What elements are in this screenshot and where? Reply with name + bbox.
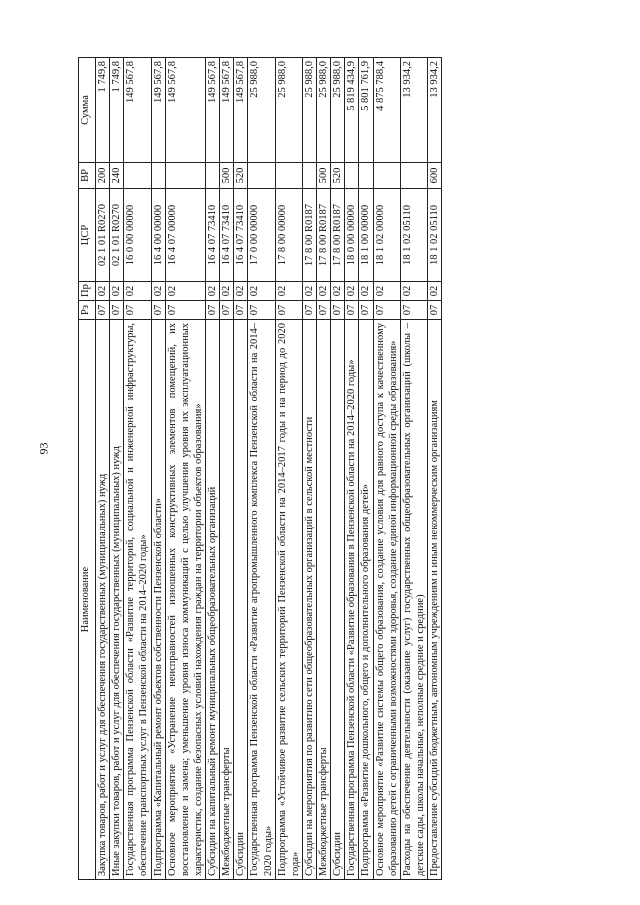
cell-csr: 18 1 02 05110 <box>428 189 442 282</box>
cell-name: Основное мероприятие «Устранение неисправностей изношенных конструктивных элементов помещений, их восстановление и замена; уменьшение уровня износа коммуникаций с целью улучшения уровня их эксплуатационных характеристик, создание безопасных условий нахождения граждан на территории объектов образования» <box>165 320 205 880</box>
cell-sum: 25 988,0 <box>275 58 302 163</box>
cell-rz: 07 <box>373 301 400 320</box>
cell-csr: 16 0 00 00000 <box>124 189 151 282</box>
cell-vr <box>206 163 220 189</box>
cell-pr: 02 <box>373 282 400 301</box>
cell-pr: 02 <box>359 282 373 301</box>
cell-sum: 149 567,8 <box>165 58 205 163</box>
cell-sum: 149 567,8 <box>124 58 151 163</box>
cell-csr: 18 1 02 00000 <box>373 189 400 282</box>
cell-name: Субсидии на капитальный ремонт муниципальных общеобразовательных организаций <box>206 320 220 880</box>
cell-rz: 07 <box>165 301 205 320</box>
cell-rz: 07 <box>302 301 316 320</box>
header-csr: ЦСР <box>79 189 96 282</box>
cell-name: Подпрограмма «Развитие дошкольного, общего и дополнительного образования детей» <box>359 320 373 880</box>
table-row <box>220 58 234 880</box>
cell-csr: 18 0 00 00000 <box>345 189 359 282</box>
table-row <box>234 58 248 880</box>
cell-pr: 02 <box>428 282 442 301</box>
cell-csr: 16 4 07 73410 <box>234 189 248 282</box>
cell-csr: 02 1 01 R0270 <box>110 189 124 282</box>
cell-pr: 02 <box>165 282 205 301</box>
cell-pr: 02 <box>331 282 345 301</box>
table-row <box>400 58 427 880</box>
cell-rz: 07 <box>206 301 220 320</box>
cell-vr <box>275 163 302 189</box>
table-row <box>345 58 359 880</box>
cell-vr: 520 <box>331 163 345 189</box>
cell-rz: 07 <box>359 301 373 320</box>
cell-vr: 200 <box>96 163 110 189</box>
cell-rz: 07 <box>317 301 331 320</box>
cell-pr: 02 <box>206 282 220 301</box>
cell-name: Подпрограмма «Капитальный ремонт объектов собственности Пензенской области» <box>151 320 165 880</box>
cell-pr: 02 <box>345 282 359 301</box>
cell-pr: 02 <box>151 282 165 301</box>
cell-vr <box>302 163 316 189</box>
header-pr: Пр <box>79 282 96 301</box>
cell-sum: 5 819 434,9 <box>345 58 359 163</box>
cell-vr <box>124 163 151 189</box>
cell-rz: 07 <box>248 301 275 320</box>
cell-csr: 17 8 00 R0187 <box>331 189 345 282</box>
cell-sum: 25 988,0 <box>317 58 331 163</box>
cell-name: Предоставление субсидий бюджетным, автономным учреждениям и иным некоммерческим организациям <box>428 320 442 880</box>
cell-rz: 07 <box>345 301 359 320</box>
header-name: Наименование <box>79 320 96 880</box>
cell-pr: 02 <box>275 282 302 301</box>
header-rz: Рз <box>79 301 96 320</box>
table-row <box>373 58 400 880</box>
cell-csr: 16 4 07 00000 <box>165 189 205 282</box>
cell-vr <box>165 163 205 189</box>
cell-pr: 02 <box>234 282 248 301</box>
header-vr: ВР <box>79 163 96 189</box>
cell-name: Расходы на обеспечение деятельности (оказание услуг) государственных общеобразовательных организаций (школы – детские сады, школы начальные, неполные средние и средние) <box>400 320 427 880</box>
cell-csr: 18 1 02 05110 <box>400 189 427 282</box>
cell-sum: 13 934,2 <box>428 58 442 163</box>
cell-vr <box>359 163 373 189</box>
table-row <box>331 58 345 880</box>
table-row <box>248 58 275 880</box>
cell-pr: 02 <box>124 282 151 301</box>
cell-sum: 149 567,8 <box>220 58 234 163</box>
cell-csr: 17 8 00 00000 <box>275 189 302 282</box>
cell-pr: 02 <box>302 282 316 301</box>
cell-sum: 149 567,8 <box>151 58 165 163</box>
cell-name: Основное мероприятие «Развитие системы общего образования, создание условия для равного доступа к качественному образованию детей с ограниченными возможностями здоровья, создание единой информационной среды образования» <box>373 320 400 880</box>
cell-sum: 149 567,8 <box>206 58 220 163</box>
table-row <box>206 58 220 880</box>
table-row <box>359 58 373 880</box>
cell-rz: 07 <box>124 301 151 320</box>
cell-rz: 07 <box>151 301 165 320</box>
cell-rz: 07 <box>428 301 442 320</box>
cell-csr: 16 4 07 73410 <box>206 189 220 282</box>
cell-sum: 5 801 761,9 <box>359 58 373 163</box>
table-row <box>302 58 316 880</box>
cell-vr: 500 <box>220 163 234 189</box>
cell-name: Межбюджетные трансферты <box>317 320 331 880</box>
cell-name: Государственная программа Пензенской области «Развитие территорий, социальной и инженерной инфраструктуры, обеспечение транспортных услуг в Пензенской области на 2014–2020 годы» <box>124 320 151 880</box>
cell-sum: 1 749,8 <box>110 58 124 163</box>
cell-vr <box>373 163 400 189</box>
cell-csr: 17 8 00 R0187 <box>302 189 316 282</box>
cell-csr: 16 4 00 00000 <box>151 189 165 282</box>
cell-pr: 02 <box>96 282 110 301</box>
cell-name: Межбюджетные трансферты <box>220 320 234 880</box>
cell-vr <box>345 163 359 189</box>
cell-name: Подпрограмма «Устойчивое развитие сельских территорий Пензенской области на 2014–2017 годы и на период до 2020 года» <box>275 320 302 880</box>
cell-rz: 07 <box>331 301 345 320</box>
table-row <box>428 58 442 880</box>
cell-pr: 02 <box>317 282 331 301</box>
cell-rz: 07 <box>400 301 427 320</box>
header-sum: Сумма <box>79 58 96 163</box>
cell-rz: 07 <box>234 301 248 320</box>
cell-vr: 600 <box>428 163 442 189</box>
cell-sum: 25 988,0 <box>331 58 345 163</box>
budget-table <box>78 57 442 880</box>
cell-rz: 07 <box>96 301 110 320</box>
cell-csr: 17 8 00 R0187 <box>317 189 331 282</box>
cell-csr: 16 4 07 73410 <box>220 189 234 282</box>
table-row <box>317 58 331 880</box>
table-row <box>110 58 124 880</box>
cell-csr: 17 0 00 00000 <box>248 189 275 282</box>
table-row <box>151 58 165 880</box>
cell-pr: 02 <box>110 282 124 301</box>
cell-csr: 02 1 01 R0270 <box>96 189 110 282</box>
cell-name: Иные закупки товаров, работ и услуг для обеспечения государственных (муниципальных) нужд <box>110 320 124 880</box>
cell-sum: 1 749,8 <box>96 58 110 163</box>
cell-name: Субсидии <box>331 320 345 880</box>
cell-vr: 240 <box>110 163 124 189</box>
table-row <box>124 58 151 880</box>
cell-rz: 07 <box>275 301 302 320</box>
cell-sum: 13 934,2 <box>400 58 427 163</box>
cell-sum: 25 988,0 <box>302 58 316 163</box>
cell-name: Субсидии на мероприятия по развитию сети общеобразовательных организаций в сельской местности <box>302 320 316 880</box>
cell-vr <box>248 163 275 189</box>
cell-vr: 520 <box>234 163 248 189</box>
cell-sum: 4 875 788,4 <box>373 58 400 163</box>
table-row <box>275 58 302 880</box>
cell-pr: 02 <box>220 282 234 301</box>
cell-pr: 02 <box>400 282 427 301</box>
cell-name: Государственная программа Пензенской области «Развитие агропромышленного комплекса Пензенской области на 2014–2020 годы» <box>248 320 275 880</box>
cell-vr <box>151 163 165 189</box>
cell-sum: 25 988,0 <box>248 58 275 163</box>
rotated-table-container <box>78 58 611 880</box>
cell-sum: 149 567,8 <box>234 58 248 163</box>
table-row <box>96 58 110 880</box>
table-header-row <box>79 58 96 880</box>
cell-vr: 500 <box>317 163 331 189</box>
cell-name: Закупка товаров, работ и услуг для обеспечения государственных (муниципальных) нужд <box>96 320 110 880</box>
table-row <box>165 58 205 880</box>
cell-pr: 02 <box>248 282 275 301</box>
cell-rz: 07 <box>110 301 124 320</box>
cell-csr: 18 1 00 00000 <box>359 189 373 282</box>
page-number: 93 <box>36 442 51 455</box>
cell-name: Государственная программа Пензенской области «Развитие образования в Пензенской области на 2014–2020 годы» <box>345 320 359 880</box>
cell-vr <box>400 163 427 189</box>
cell-rz: 07 <box>220 301 234 320</box>
cell-name: Субсидии <box>234 320 248 880</box>
